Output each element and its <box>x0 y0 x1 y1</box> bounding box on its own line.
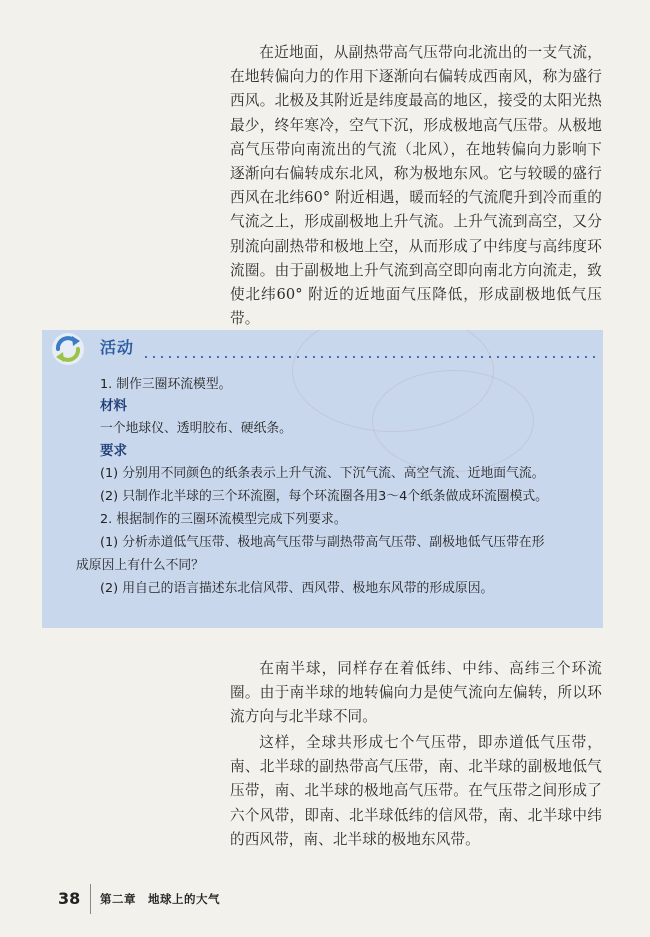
dotted-divider <box>142 356 597 358</box>
activity-item-2: 2. 根据制作的三圈环流模型完成下列要求。 <box>100 512 347 527</box>
body-paragraph-3: 这样，全球共形成七个气压带，即赤道低气压带，南、北半球的副热带高气压带，南、北半球的副极地低气压带，南、北半球的极地高气压带。在气压带之间形成了六个风带，即南、北半球低纬的信风带，南、北半球中纬的西风带，南、北半球的极地东风带。 <box>230 734 602 848</box>
bleed-through-decoration <box>372 370 534 472</box>
materials-text: 一个地球仪、透明胶布、硬纸条。 <box>100 421 292 436</box>
materials-heading: 材料 <box>100 398 127 414</box>
page-number: 38 <box>58 889 81 908</box>
body-paragraph-2: 在南半球，同样存在着低纬、中纬、高纬三个环流圈。由于南半球的地转偏向力是使气流向左偏转，所以环流方向与北半球不同。 <box>230 660 602 726</box>
activity-title: 活动 <box>100 338 135 357</box>
footer-divider <box>90 884 91 914</box>
question-2: (2) 用自己的语言描述东北信风带、西风带、极地东风带的形成原因。 <box>100 581 494 596</box>
activity-box <box>42 330 603 628</box>
activity-item-1: 1. 制作三圈环流模型。 <box>100 377 232 392</box>
question-1-line-1: (1) 分析赤道低气压带、极地高气压带与副热带高气压带、副极地低气压带在形 <box>100 535 545 550</box>
cycle-arrows-icon <box>51 332 85 366</box>
requirements-heading: 要求 <box>100 443 127 459</box>
activity-header <box>42 330 603 366</box>
chapter-title: 第二章 地球上的大气 <box>100 892 220 906</box>
requirement-2: (2) 只制作北半球的三个环流圈，每个环流圈各用3～4个纸条做成环流圈模式。 <box>100 489 548 504</box>
requirement-1: (1) 分别用不同颜色的纸条表示上升气流、下沉气流、高空气流、近地面气流。 <box>100 466 545 481</box>
body-paragraph-1: 在近地面，从副热带高气压带向北流出的一支气流，在地转偏向力的作用下逐渐向右偏转成西南风，称为盛行西风。北极及其附近是纬度最高的地区，接受的太阳光热最少，终年寒冷，空气下沉，形成极地高气压带。从极地高气压带向南流出的气流（北风），在地转偏向力影响下逐渐向右偏转成东北风，称为极地东风。它与较暖的盛行西风在北纬60° 附近相遇，暖而轻的气流爬升到冷而重的气流之上，形成副极地上升气流。上升气流到高空，又分别流向副热带和极地上空，从而形成了中纬度与高纬度环流圈。由于副极地上升气流到高空即向南北方向流走，致使北纬60° 附近的近地面气压降低，形成副极地低气压带。 <box>230 44 602 328</box>
question-1-line-2: 成原因上有什么不同？ <box>76 558 204 573</box>
